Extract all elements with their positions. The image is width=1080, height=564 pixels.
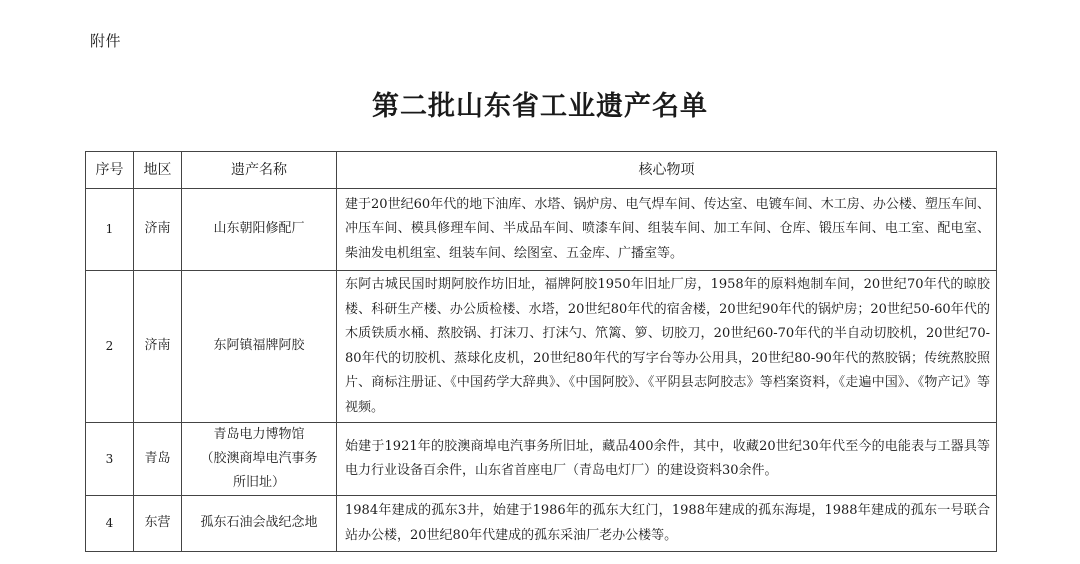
row-no: 4 (86, 496, 134, 552)
row-core-items: 建于20世纪60年代的地下油库、水塔、锅炉房、电气焊车间、传达室、电镀车间、木工房、办公楼、塑压车间、冲压车间、模具修理车间、半成品车间、喷漆车间、组装车间、加工车间、仓库、锻压车间、电工室、配电室、柴油发电机组室、组装车间、绘图室、五金库、广播室等。 (337, 189, 997, 271)
heritage-name-line: 青岛电力博物馆 (213, 427, 305, 442)
header-name: 遗产名称 (182, 152, 337, 189)
table-row (86, 189, 997, 271)
header-no: 序号 (86, 152, 134, 189)
heritage-name-line: （胶澳商埠电汽事务 (200, 451, 318, 466)
table-header-row (86, 152, 997, 189)
row-core-items: 东阿古城民国时期阿胶作坊旧址，福牌阿胶1950年旧址厂房，1958年的原料炮制车间，20世纪70年代的晾胶楼、科研生产楼、办公质检楼、水塔，20世纪80年代的宿舍楼，20世纪90年代的锅炉房；20世纪50-60年代的木质铁质水桶、熬胶锅、打沫刀、打沫勺、笊篱、箩、切胶刀，20世纪60-70年代的半自动切胶机，20世纪70-80年代的切胶机、蒸球化皮机，20世纪80年代的写字台等办公用具，20世纪80-90年代的熬胶锅；传统熬胶照片、商标注册证、《中国药学大辞典》、《中国阿胶》、《平阴县志阿胶志》等档案资料，《走遍中国》、《物产记》等视频。 (337, 271, 997, 423)
row-region: 青岛 (134, 423, 182, 496)
row-core-items: 始建于1921年的胶澳商埠电汽事务所旧址，藏品400余件，其中，收藏20世纪30年代至今的电能表与工器具等电力行业设备百余件，山东省首座电厂（青岛电灯厂）的建设资料30余件。 (337, 423, 997, 496)
table-row (86, 271, 997, 423)
row-core-items: 1984年建成的孤东3井，始建于1986年的孤东大红门，1988年建成的孤东海堤，1988年建成的孤东一号联合站办公楼，20世纪80年代建成的孤东采油厂老办公楼等。 (337, 496, 997, 552)
table-row (86, 496, 997, 552)
row-region: 济南 (134, 271, 182, 423)
row-heritage-name: 东阿镇福牌阿胶 (182, 271, 337, 423)
table-row (86, 423, 997, 496)
heritage-name-line: 所旧址） (232, 475, 285, 490)
document-title: 第二批山东省工业遗产名单 (372, 91, 708, 122)
header-region: 地区 (134, 152, 182, 189)
heritage-table (85, 151, 997, 552)
row-heritage-name: 山东朝阳修配厂 (182, 189, 337, 271)
row-region: 东营 (134, 496, 182, 552)
row-no: 3 (86, 423, 134, 496)
row-region: 济南 (134, 189, 182, 271)
row-no: 2 (86, 271, 134, 423)
row-heritage-name (182, 423, 337, 496)
row-no: 1 (86, 189, 134, 271)
row-heritage-name: 孤东石油会战纪念地 (182, 496, 337, 552)
attachment-label: 附件 (90, 32, 122, 50)
header-items: 核心物项 (337, 152, 997, 189)
